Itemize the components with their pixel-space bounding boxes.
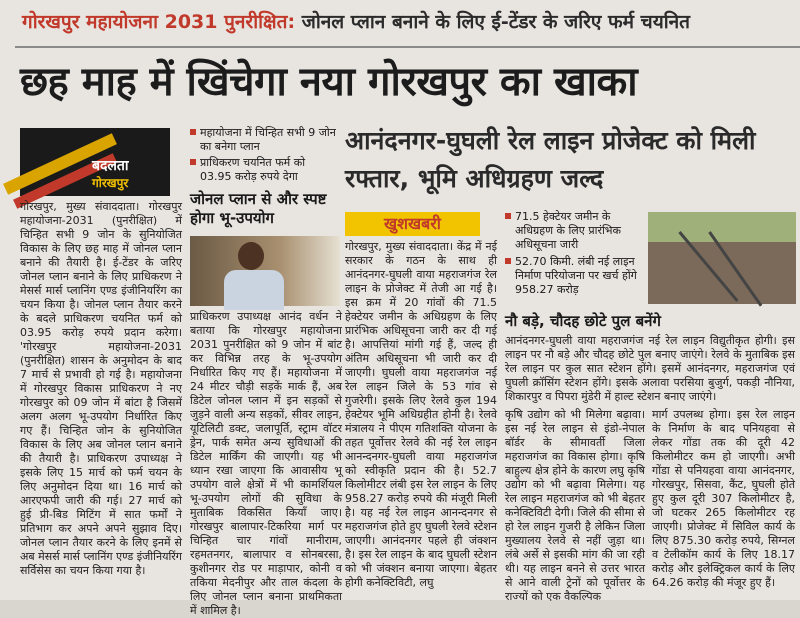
khushkhabri-badge: खुशखबरी [345, 212, 480, 236]
rail-headline: आनंदनगर-घुघली रेल लाइन प्रोजेक्ट को मिली रफ्तार, भूमि अधिग्रहण जल्द [345, 126, 756, 193]
photo-person-head [238, 242, 264, 270]
article-column-4 [505, 334, 795, 404]
subhead-bridges: नौ बड़े, चौदह छोटे पुल बनेंगे [505, 312, 661, 330]
article-column-3 [345, 240, 497, 598]
railway-track-photo [648, 212, 796, 304]
kicker-text: जोनल प्लान बनाने के लिए ई-टेंडर के जरिए फर्म चयनित [295, 11, 691, 33]
bullet-item: 71.5 हेक्टेयर जमीन के अधिग्रहण के लिए प्रारंभिक अधिसूचना जारी [505, 210, 640, 252]
article-text-5: कृषि उद्योग को भी मिलेगा बढ़ावा। इस नई रेल लाइन से इंडो-नेपाल बॉर्डर के सीमावर्ती जिला महराजगंज का विकास होगा। कृषि बाहुल्य क्षेत्र होने के कारण लघु कृषि उद्योग को भी बढ़ावा मिलेगा। यह रेल लाइन महराजगंज को भी बेहतर कनेक्टिविटी देगी। जिले की सीमा से हो रेल लाइन गुजरी है लेकिन जिला मुख्यालय रेलवे से नहीं जुड़ा था। लंबे अर्से से इसकी मांग की जा रही थी। यह लाइन बनने से उत्तर भारत से आने वाली ट्रेनों को पूर्वोत्तर के राज्यों को एक वैकल्पिक [505, 408, 645, 603]
subhead-zonal-plan: जोनल प्लान से और स्पष्ट होगा भू-उपयोग [190, 190, 327, 227]
article-text-4: आनंदनगर-घुघली वाया महराजगंज नई रेल लाइन विद्युतीकृत होगी। इस लाइन पर नौ बड़े और चौदह छोटे पुल बनाए जाएंगे। रेलवे के मुताबिक इस रेल लाइन पर कुल सात स्टेशन होंगे। इसमें आनंदनगर, महराजगंज एवं घुघली क्रॉसिंग स्टेशन होंगे। इसके अलावा परसिया बुजुर्ग, पकड़ी नौनिया, शिकारपुर व पिपरा मुंडेरी में हाल्ट स्टेशन बनाए जाएंगे। [505, 334, 795, 403]
bullet-item: प्राधिकरण चयनित फर्म को 03.95 करोड़ रुपये देगा [190, 156, 340, 184]
bullet-item: 52.70 किमी. लंबी नई लाइन निर्माण परियोजना पर खर्च होंगे 958.27 करोड़ [505, 255, 640, 297]
section-logo [20, 128, 170, 196]
article-text-2: प्राधिकरण उपाध्यक्ष आनंद वर्धन ने बताया कि गोरखपुर महायोजना 2031 पुनरीक्षित को 9 जोन में बांट कर विभिन्न तरह के भू-उपयोग निर्धारित किए गए हैं। महायोजना में 24 मीटर चौड़ी सड़कें मार्क हैं, अब डिटेल जोनल प्लान में इन सड़कों से जुड़ने वाली अन्य सड़कों, सीवर लाइन, यूटिलिटी डक्ट, जलापूर्ति, स्ट्राम वॉटर ड्रेन, पार्क समेत अन्य सुविधाओं की डिटेल मार्किंग की जाएगी। यह भी ध्यान रखा जाएगा कि आवासीय भू उपयोग वाले क्षेत्रों में भी कामर्शियल भू-उपयोग लोगों की सुविधा के मुताबिक विकसित कियाँ जाए। गोरखपुर बालापार-टिकरिया मार्ग पर चिन्हित चार गांवों मानीराम, रहमतनगर, बालापार व सोनबरसा, कुशीनगर रोड पर माड़ापार, कोनी व तकिया मेदनीपुर और ताल कंदला के लिए जोनल प्लान बनाना प्राथमिकता में शामिल है। [190, 310, 342, 617]
article-column-5 [505, 408, 645, 603]
rail-bullets [505, 210, 640, 302]
photo-greenery [648, 212, 796, 242]
article-text-3: गोरखपुर, मुख्य संवाददाता। केंद्र में नई सरकार के गठन के साथ ही आनंदनगर-घुघली वाया महराजगंज रेल लाइन के प्रोजेक्ट में तेजी आ गई है। इस क्रम में 20 गांवों की 71.5 हेक्टेयर जमीन के अधिग्रहण के लिए प्रारंभिक अधिसूचना जारी कर दी गई है। आपत्तियां मांगी गई हैं, जल्द ही अंतिम अधिसूचना भी जारी कर दी जाएगी। घुघली वाया महराजगंज नई रेल लाइन जिले के 53 गांव से गुजरेगी। इसके लिए रेलवे कुल 194 हेक्टेयर भूमि अधिग्रहीत होनी है। रेलवे मंत्रालय ने पीएम गतिशक्ति योजना के तहत पूर्वोत्तर रेलवे की नई रेल लाइन आनन्दनगर-घुघली वाया महराजगंज को स्वीकृति प्रदान की है। 52.7 किलोमीटर लंबी इस रेल लाइन के लिए 958.27 करोड़ रुपये की मंजूरी मिली है। यह नई रेल लाइन आनन्दनगर से महराजगंज होते हुए घुघली रेलवे स्टेशन जाएगी। आनंदनगर पहले ही जंक्शन है। इस रेल लाइन के बाद घुघली स्टेशन को भी जंक्शन बनाया जाएगा। बेहतर होगी कनेक्टिविटी, लघु [345, 240, 497, 589]
main-headline: छह माह में खिंचेगा नया गोरखपुर का खाका [20, 59, 638, 105]
highlight-bullets [190, 126, 340, 186]
article-column-6 [652, 408, 795, 598]
article-text-6: मार्ग उपलब्ध होगा। इस रेल लाइन के निर्माण के बाद पनियहवा से लेकर गोंडा तक की दूरी 42 किलोमीटर कम हो जाएगी। अभी गोंडा से पनियहवा वाया आनंदनगर, गोरखपुर, सिसवा, कैंट, घुघली होते हुए कुल दूरी 307 किलोमीटर है, जो घटकर 265 किलोमीटर रह जाएगी। प्रोजेक्ट में सिविल कार्य के लिए 875.30 करोड़ रुपये, सिग्नल व टेलीकॉम कार्य के लिए 18.17 करोड़ और इलेक्ट्रिकल कार्य के लिए 64.26 करोड़ की मंजूर हुए हैं। [652, 408, 795, 589]
article-column-1 [20, 200, 182, 598]
kicker-rule [15, 46, 800, 48]
photo-person-body [224, 270, 284, 310]
official-photo [190, 236, 340, 306]
kicker-line [22, 8, 782, 42]
kicker-prefix: गोरखपुर महायोजना 2031 पुनरीक्षित: [22, 11, 296, 33]
article-text-1: गोरखपुर, मुख्य संवाददाता। गोरखपुर महायोजना-2031 (पुनरीक्षित) में चिन्हित सभी 9 जोन के सुनियोजित विकास के लिए छह माह में जोनल प्लान बनाने की तैयारी है। ई-टेंडर के जरिए जोनल प्लान बनाने के लिए प्राधिकरण ने मेसर्स मार्स प्लानिंग एण्ड इंजीनियरिंग का चयन किया है। जोनल प्लान तैयार करने के बदले प्राधिकरण चयनित फर्म को 03.95 करोड़ रुपये प्रदान करेगा। 'गोरखपुर महायोजना-2031 (पुनरीक्षित) शासन के अनुमोदन के बाद 7 मार्च से प्रभावी हो गई है। महायोजना में गोरखपुर विकास प्राधिकरण ने नए गोरखपुर को 09 जोन में बांटा है जिसमें अलग अलग भू-उपयोग निर्धारित किए गए हैं। चिन्हित जोन के सुनियोजित विकास के लिए अब जोनल प्लान बनाने की तैयारी है। प्राधिकरण उपाध्यक्ष ने इसके लिए 15 मार्च को फर्म चयन के लिए अनुमोदन दिया था। 16 मार्च को आरएफपी जारी की गई। 27 मार्च को हुई प्री-बिड मिटिंग में सात फर्मों ने प्रतिभाग कर अपने अपने सुझाव दिए। जोनल प्लान तैयार करने के लिए इनमें से अब मेसर्स मार्स प्लानिंग एण्ड इंजीनियरिंग सर्विसेस का चयन किया गया है। [20, 200, 182, 577]
logo-line2: गोरखपुर [92, 176, 129, 190]
logo-line1: बदलता [92, 158, 129, 174]
bullet-item: महायोजना में चिन्हित सभी 9 जोन का बनेगा प्लान [190, 126, 340, 154]
article-column-2 [190, 310, 342, 617]
